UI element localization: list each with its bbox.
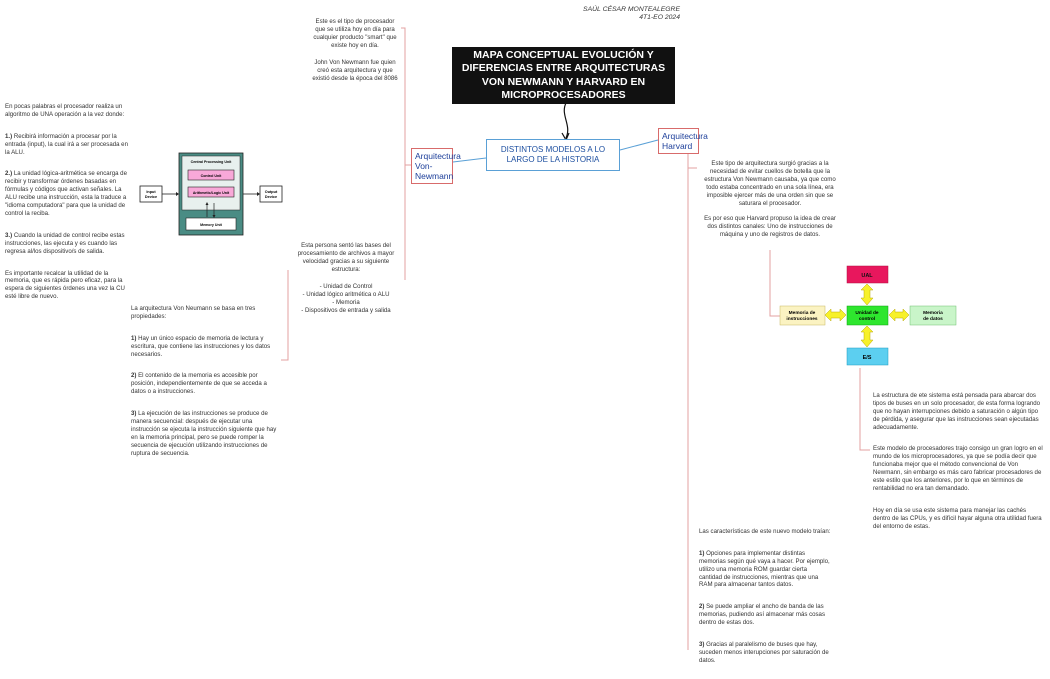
vn-top-note-2: John Von Newmann fue quien creó esta arquitectura y que existió desde la época del 8086 xyxy=(312,59,398,82)
arrow-control-es xyxy=(861,326,873,347)
hv-p2: Es por eso que Harvard propuso la idea de crear dos distintos canales: Uno de instrucciones de máquina y uno de registros de datos. xyxy=(704,215,836,238)
vn-props-p2: 2) El contenido de la memoria es accesible por posición, independientemente de que se acceda a datos o a instrucciones. xyxy=(131,372,267,396)
input-device-label-1: Input xyxy=(146,190,156,194)
mem-data-label-1: Memoria xyxy=(923,311,943,316)
author-group: 4T1-EO 2024 xyxy=(639,14,680,22)
vn-bases-list: - Unidad de Control - Unidad lógico aritmética o ALU - Memoria - Dispositivos de entrada y salida xyxy=(301,283,391,314)
vn-top-note-1: Este es el tipo de procesador que se utiliza hoy en día para cualquier producto "smart" que existe hoy en día. xyxy=(313,18,397,49)
hv-feat-p2: 2) Se puede ampliar el ancho de banda de las memorias, pudiendo así almacenar más cosas dentro de estas dos. xyxy=(699,603,825,627)
mem-data-label-2: de datos xyxy=(923,317,943,322)
hv-right-p2: Este modelo de procesadores trajo consigo un gran logro en el mundo de los microprocesadores, ya que se podía decir que funcionaba mejor que el método convencional de Von Newmann, sin embargo es más caro fabricar procesadores de este estilo que los anteriores, por lo que en términos de rentabilidad no era tan demandado. xyxy=(873,445,1043,493)
vn-bases-intro: Esta persona sentó las bases del procesamiento de archivos a mayor velocidad gracias a su siguiente estructura: xyxy=(297,242,395,273)
alu-label: Arithmetic/Logic Unit xyxy=(192,191,230,195)
center-node: DISTINTOS MODELOS A LO LARGO DE LA HISTORIA xyxy=(486,139,620,171)
vn-left-p1: 1.) Recibirá información a procesar por la entrada (input), la cual irá a ser procesada en la ALU. xyxy=(5,132,128,156)
ual-label: UAL xyxy=(861,273,873,279)
vn-props-intro: La arquitectura Von Neumann se basa en tres propiedades: xyxy=(131,304,256,320)
hv-feat-intro: Las características de este nuevo modelo traían: xyxy=(699,527,831,535)
von-newmann-node: Arquitectura Von-Newmann xyxy=(411,148,453,184)
arrow-ual-control xyxy=(861,284,873,305)
vn-props-p1: 1) Hay un único espacio de memoria de lectura y escritura, que contiene las instrucciones y los datos necesarios. xyxy=(131,334,271,358)
hv-feat-p3: 3) Gracias al paralelismo de buses que hay, suceden menos interupciones por saturación de datos. xyxy=(699,640,829,664)
input-device-label-2: Device xyxy=(144,195,158,199)
vn-left-p4: Es importante recalcar la utilidad de la memoria, que es rápida pero eficaz, para la espera de siguientes órdenes una vez la CU esté libre de nuevo. xyxy=(5,269,125,301)
harvard-node: Arquitectura Harvard xyxy=(658,128,699,154)
vn-left-p2: 2.) La unidad lógica-aritmética se encarga de recibir y transformar órdenes basadas en fórmulas y códigos que activan señales. La ALU recibe una instrucción, esta la traduce a "idioma computadora" para que la unidad de control la reciba. xyxy=(5,170,127,217)
output-device-label-2: Device xyxy=(264,195,278,199)
hv-feat-p1: 1) Opciones para implementar distintas memorias según qué vaya a hacer. Por ejemplo, utilizo una memoria ROM guardar cierta cantidad de instrucciones, mientras que una RAM para almacenar tantos datos. xyxy=(699,549,830,589)
page-title: MAPA CONCEPTUAL EVOLUCIÓN Y DIFERENCIAS ENTRE ARQUITECTURAS VON NEWMANN Y HARVARD EN MICROPROCESADORES xyxy=(452,47,675,104)
hv-right-p3: Hoy en día se usa este sistema para manejar las cachés dentro de las CPUs, y es difícil hayar alguna otra utilidad fuera del entorno de estas. xyxy=(873,506,1042,530)
memory-unit-label: Memory Unit xyxy=(200,223,222,227)
output-device-label-1: Output xyxy=(264,190,278,194)
vn-left-intro: En pocas palabras el procesador realiza un algoritmo de UNA operación a la vez donde: xyxy=(5,102,125,118)
arrow-control-data xyxy=(889,309,909,321)
control-unit-label: Control Unit xyxy=(200,174,222,178)
author-name: SAÚL CÉSAR MONTEALEGRE xyxy=(583,6,680,13)
hv-control-label-2: control xyxy=(858,317,876,322)
hv-control-label-1: Unidad de xyxy=(855,311,879,316)
es-label: E/S xyxy=(862,355,872,361)
cpu-label: Central Processing Unit xyxy=(190,160,232,164)
vn-props-p3: 3) La ejecución de las instrucciones se produce de manera secuencial: después de ejecutar una instrucción se ejecuta la instrucción siguiente que hay en la memoria principal, pero se puede romper la secuencia de ejecución utilizando instrucciones de ruptura de secuencia. xyxy=(131,410,277,457)
hv-features xyxy=(699,520,831,679)
hv-right-text xyxy=(873,384,1043,545)
hv-p1: Este tipo de arquitectura surgió gracias a la necesidad de evitar cuellos de botella que la estructura Von Newmann causaba, ya que como todo estaba concentrado en una sola línea, era imposible ejercer más de una orden sin que se saturara el procesador. xyxy=(704,160,836,207)
mem-instr-label-2: instrucciones xyxy=(786,317,818,322)
vn-left-p3: 3.) Cuando la unidad de control recibe estas instrucciones, las ejecuta y es cuando las regresa al/los dispositivo/s de salida. xyxy=(5,231,125,255)
arrow-instr-control xyxy=(825,309,846,321)
mem-instr-label-1: Memoria de xyxy=(788,311,816,316)
hv-right-p1: La estructura de ete sistema está pensada para abarcar dos tipos de buses en un solo procesador, de esta forma logrando que no hayan interrupciones debido a saturación o algún tipo de pérdida, y asegurar que las instrucciones sean ejecutadas adecuadamente. xyxy=(873,391,1041,431)
